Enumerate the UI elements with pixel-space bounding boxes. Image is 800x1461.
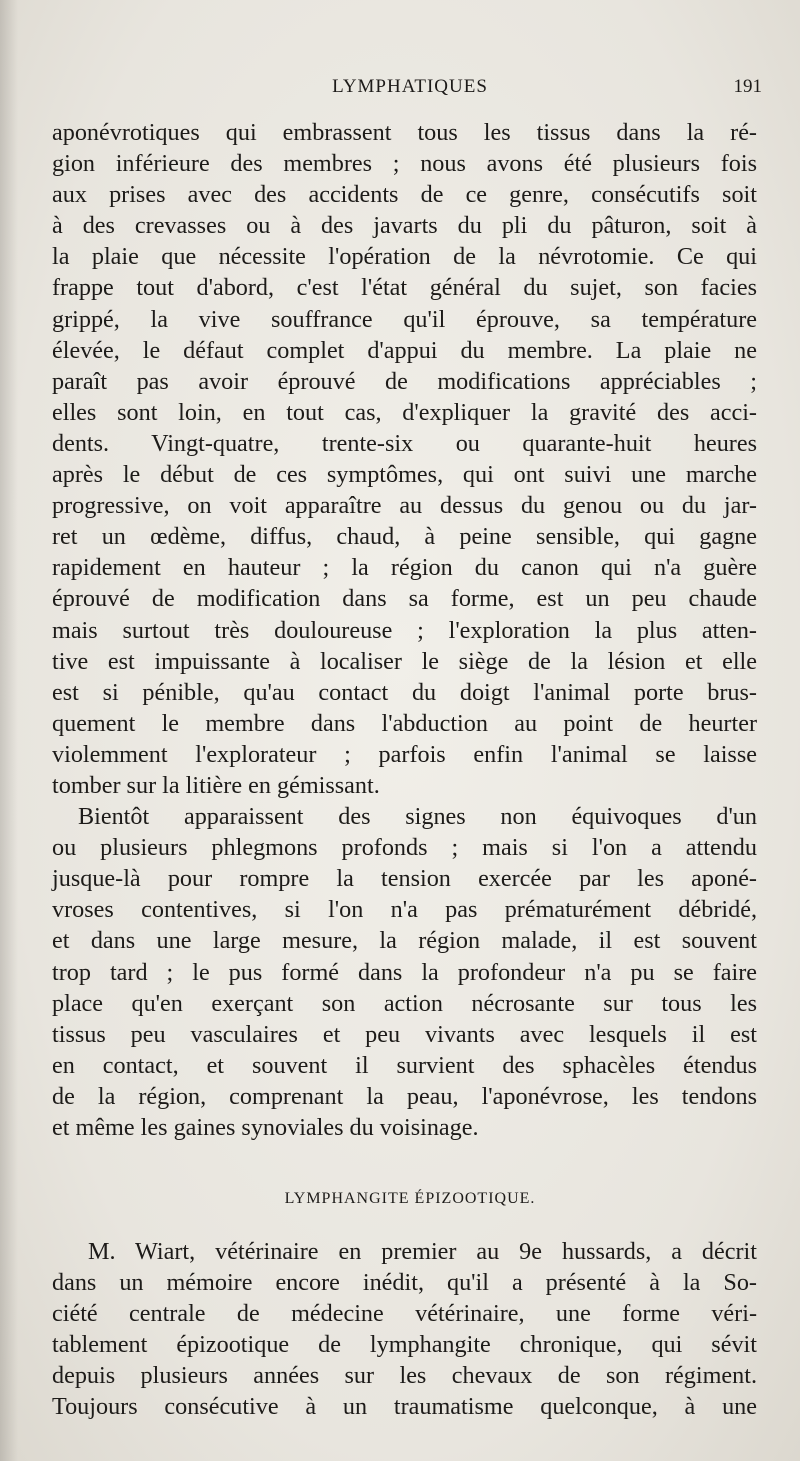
text-line: la plaie que nécessite l'opération de la névrotomie. Ce qui xyxy=(52,243,757,271)
page-edge-shadow xyxy=(0,0,18,1461)
text-line: ret un œdème, diffus, chaud, à peine sensible, qui gagne xyxy=(52,523,757,551)
text-line: progressive, on voit apparaître au dessus du genou ou du jar- xyxy=(52,492,757,520)
text-line: élevée, le défaut complet d'appui du membre. La plaie ne xyxy=(52,336,757,364)
text-line: rapidement en hauteur ; la région du canon qui n'a guère xyxy=(52,554,757,582)
text-line: elles sont loin, en tout cas, d'expliquer la gravité des acci- xyxy=(52,398,757,426)
text-line: paraît pas avoir éprouvé de modifications appréciables ; xyxy=(52,367,757,395)
text-line: Toujours consécutive à un traumatisme quelconque, à une xyxy=(52,1393,757,1421)
text-line: dans un mémoire encore inédit, qu'il a présenté à la So- xyxy=(52,1269,757,1297)
text-line: mais surtout très douloureuse ; l'exploration la plus atten- xyxy=(52,616,757,644)
text-line: tomber sur la litière en gémissant. xyxy=(52,771,380,799)
text-line: aux prises avec des accidents de ce genre, consécutifs soit xyxy=(52,181,757,209)
page-header xyxy=(50,76,770,106)
text-line: de la région, comprenant la peau, l'aponévrose, les tendons xyxy=(52,1082,757,1110)
text-line: gion inférieure des membres ; nous avons été plusieurs fois xyxy=(52,150,757,178)
text-line: tablement épizootique de lymphangite chronique, qui sévit xyxy=(52,1331,757,1359)
text-line: ou plusieurs phlegmons profonds ; mais si l'on a attendu xyxy=(52,834,757,862)
text-line: à des crevasses ou à des javarts du pli du pâturon, soit à xyxy=(52,212,757,240)
text-line: trop tard ; le pus formé dans la profondeur n'a pu se faire xyxy=(52,958,757,986)
text-line: jusque-là pour rompre la tension exercée par les aponé- xyxy=(52,865,757,893)
text-line: violemment l'explorateur ; parfois enfin l'animal se laisse xyxy=(52,740,757,768)
text-line: est si pénible, qu'au contact du doigt l'animal porte brus- xyxy=(52,678,757,706)
text-line: éprouvé de modification dans sa forme, est un peu chaude xyxy=(52,585,757,613)
page-number: 191 xyxy=(733,76,762,97)
body-text-upper xyxy=(52,117,757,1143)
text-line: aponévrotiques qui embrassent tous les tissus dans la ré- xyxy=(52,119,757,146)
section-heading: LYMPHANGITE ÉPIZOOTIQUE. xyxy=(284,1190,536,1207)
text-line: quement le membre dans l'abduction au point de heurter xyxy=(52,709,757,737)
text-line: Bientôt apparaissent des signes non équivoques d'un xyxy=(78,803,757,831)
text-line: ciété centrale de médecine vétérinaire, une forme véri- xyxy=(52,1300,757,1328)
body-text-lower xyxy=(52,1236,757,1423)
text-line: dents. Vingt-quatre, trente-six ou quarante-huit heures xyxy=(52,429,757,457)
text-line: tive est impuissante à localiser le siège de la lésion et elle xyxy=(52,647,757,675)
text-line: grippé, la vive souffrance qu'il éprouve, sa température xyxy=(52,305,757,333)
text-line: et dans une large mesure, la région malade, il est souvent xyxy=(52,927,757,955)
text-line: frappe tout d'abord, c'est l'état général du sujet, son facies xyxy=(52,274,757,302)
paragraph xyxy=(52,801,757,1143)
text-line: place qu'en exerçant son action nécrosante sur tous les xyxy=(52,989,757,1017)
text-line: tissus peu vasculaires et peu vivants avec lesquels il est xyxy=(52,1020,757,1048)
running-title: LYMPHATIQUES xyxy=(332,76,488,97)
text-line: et même les gaines synoviales du voisinage. xyxy=(52,1114,479,1141)
text-line: en contact, et souvent il survient des sphacèles étendus xyxy=(52,1051,757,1079)
text-line: M. Wiart, vétérinaire en premier au 9e hussards, a décrit xyxy=(88,1238,757,1265)
paragraph-continuation xyxy=(52,117,757,801)
text-line: vroses contentives, si l'on n'a pas prématurément débridé, xyxy=(52,896,757,924)
text-line: depuis plusieurs années sur les chevaux de son régiment. xyxy=(52,1362,757,1390)
text-line: après le début de ces symptômes, qui ont suivi une marche xyxy=(52,461,757,489)
